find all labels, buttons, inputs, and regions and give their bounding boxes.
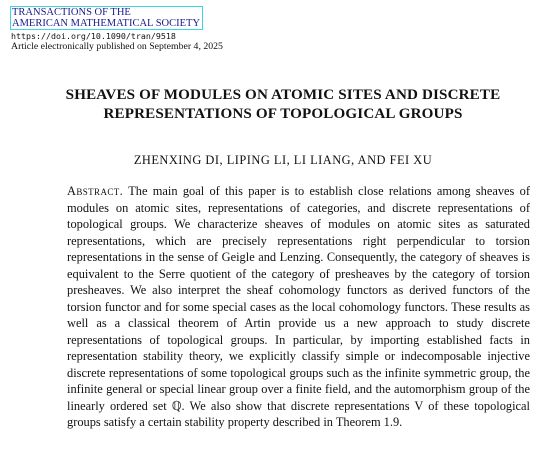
paper-title — [18, 86, 548, 124]
paper-title-line2: REPRESENTATIONS OF TOPOLOGICAL GROUPS — [103, 106, 463, 122]
paper-authors: ZHENXING DI, LIPING LI, LI LIANG, AND FEI XU — [133, 153, 433, 167]
abstract — [67, 183, 530, 431]
abstract-label: Abstract. — [67, 184, 124, 198]
doi-url[interactable]: https://doi.org/10.1090/tran/9518 — [11, 31, 176, 41]
publication-date: Article electronically published on September 4, 2025 — [11, 41, 223, 52]
journal-name-line1: TRANSACTIONS OF THE — [12, 7, 131, 18]
journal-name-line2: AMERICAN MATHEMATICAL SOCIETY — [12, 18, 201, 29]
article-header — [10, 6, 223, 52]
paper-title-line1: SHEAVES OF MODULES ON ATOMIC SITES AND DISCRETE — [65, 87, 501, 103]
abstract-text: The main goal of this paper is to establish close relations among sheaves of modules on atomic sites, representations of categories, and discrete representations of topological groups. We characterize sheaves of modules on atomic sites as saturated representations, which are precisely representations right perpendicular to torsion representations in the sense of Geigle and Lenzing. Consequently, the category of sheaves is equivalent to the Serre quotient of the category of presheaves by the category of torsion presheaves. We also interpret the sheaf cohomology functors as derived functors of the torsion functor and for some special cases as the local cohomology functors. These results as well as a classical theorem of Artin provide us a new approach to study discrete representations of topological groups. In particular, by importing established facts in representation stability theory, we explicitly classify simple or indecomposable injective discrete representations of some topological groups such as the infinite symmetric group, the infinite general or special linear group over a finite field, and the automorphism group of the linearly ordered set ℚ. We also show that discrete representations V of these topological groups satisfy a certain stability property described in Theorem 1.9. — [67, 184, 530, 429]
journal-name-link[interactable] — [10, 6, 203, 30]
